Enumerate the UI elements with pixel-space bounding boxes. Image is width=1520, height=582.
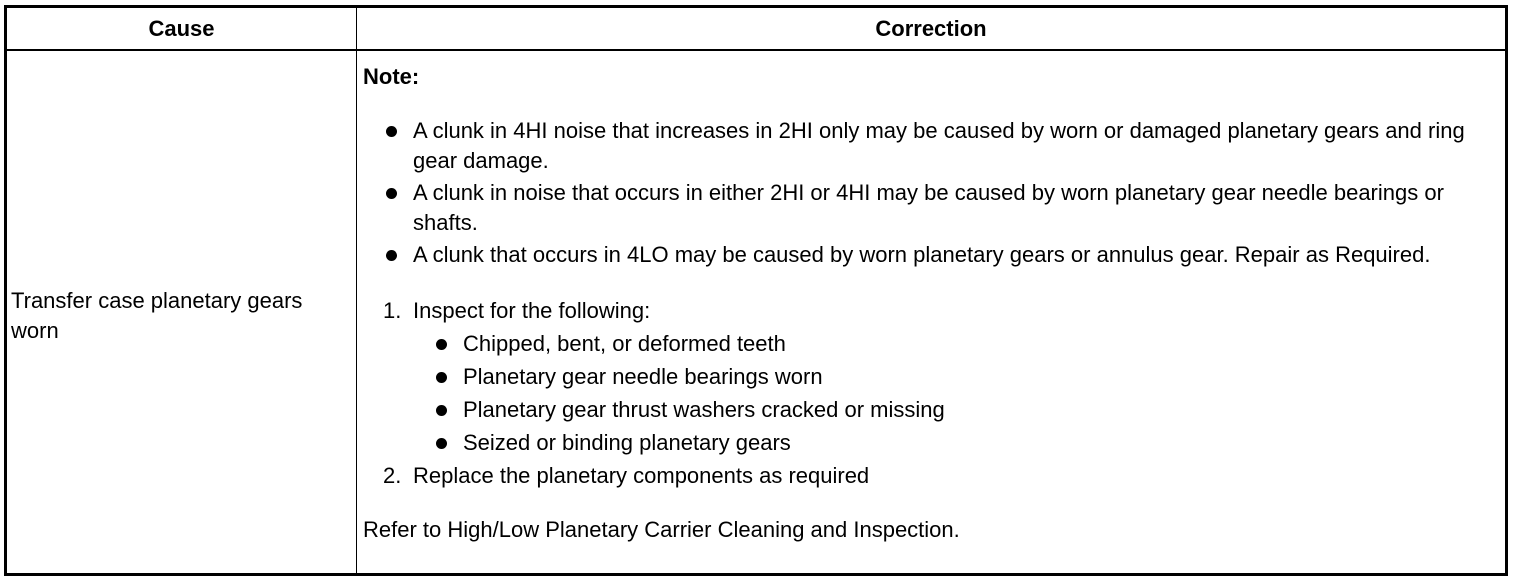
inspection-text: Planetary gear needle bearings worn: [463, 364, 823, 389]
inspection-text: Seized or binding planetary gears: [463, 430, 791, 455]
note-text: A clunk in noise that occurs in either 2HI or 4HI may be caused by worn planetary gear needle bearings or shafts.: [413, 180, 1444, 235]
column-divider: [356, 8, 357, 573]
step-item: [363, 296, 1485, 458]
bullet-icon: [436, 372, 447, 383]
note-label: Note:: [363, 64, 420, 89]
inspection-item: [413, 428, 1485, 458]
inspection-text: Planetary gear thrust washers cracked or missing: [463, 397, 945, 422]
cause-cell: Transfer case planetary gears worn: [11, 288, 303, 343]
step-text: Replace the planetary components as required: [413, 463, 870, 488]
step-number: 1.: [383, 298, 402, 323]
header-cause: Cause: [148, 16, 215, 41]
step-number: 2.: [383, 463, 402, 488]
inspection-item: [413, 329, 1485, 359]
inspection-list: [413, 329, 1485, 458]
bullet-icon: [386, 250, 397, 261]
bullet-icon: [386, 126, 397, 137]
refer-text: Refer to High/Low Planetary Carrier Cleaning and Inspection.: [363, 517, 960, 542]
note-list: [363, 116, 1485, 270]
inspection-item: [413, 362, 1485, 392]
diagnostic-table: [4, 5, 1508, 576]
inspection-item: [413, 395, 1485, 425]
note-item: [363, 178, 1485, 238]
step-list: [363, 296, 1485, 491]
table-header-row: [7, 8, 1505, 51]
step-text: Inspect for the following:: [413, 298, 651, 323]
bullet-icon: [386, 188, 397, 199]
step-item: [363, 461, 1485, 491]
inspection-text: Chipped, bent, or deformed teeth: [463, 331, 786, 356]
header-correction: Correction: [875, 16, 987, 41]
bullet-icon: [436, 405, 447, 416]
note-text: A clunk in 4HI noise that increases in 2HI only may be caused by worn or damaged planetary gears and ring gear damage.: [413, 118, 1465, 173]
note-item: [363, 116, 1485, 176]
bullet-icon: [436, 339, 447, 350]
correction-cell: [363, 62, 1485, 545]
note-item: [363, 240, 1485, 270]
bullet-icon: [436, 438, 447, 449]
note-text: A clunk that occurs in 4LO may be caused by worn planetary gears or annulus gear. Repair as Required.: [413, 242, 1431, 267]
